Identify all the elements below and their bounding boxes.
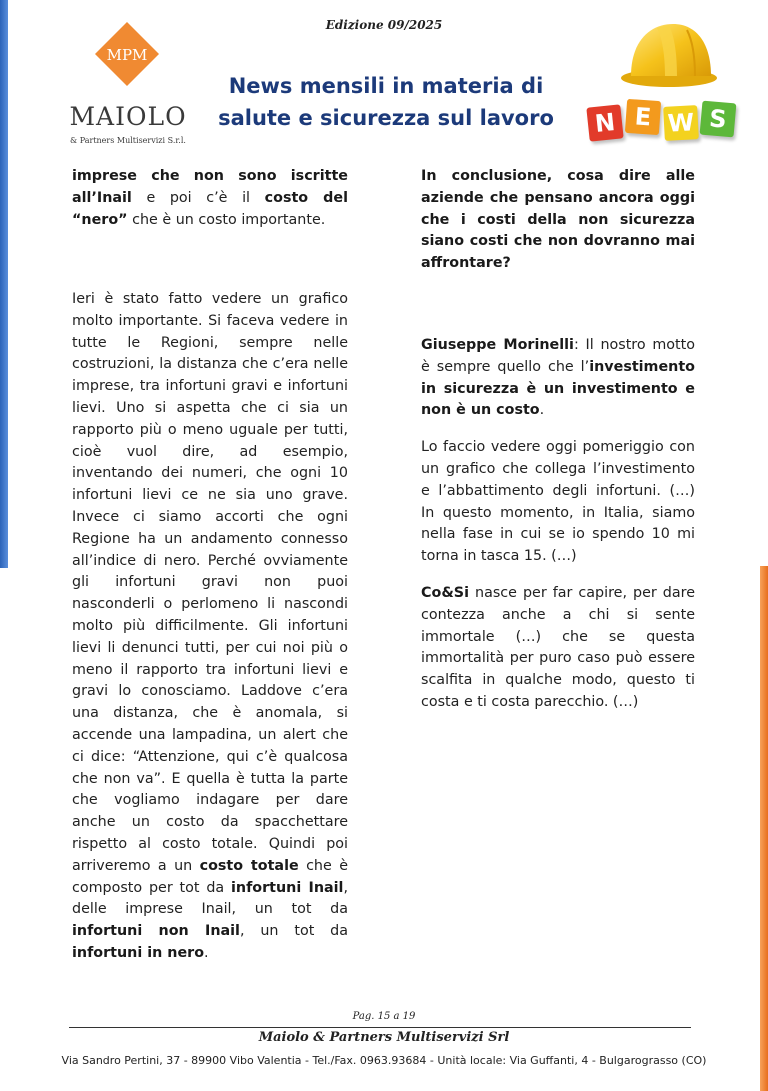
footer-company: Maiolo & Partners Multiservizi Srl <box>258 1030 510 1045</box>
news-tile-n: N <box>586 104 623 141</box>
news-tile-e: E <box>625 99 661 135</box>
news-tile-w: W <box>663 105 699 141</box>
left-paragraph-1: imprese che non sono iscritte all’Inail e poi c’è il costo del “nero” che è un costo importante. <box>72 168 348 228</box>
logo-diamond-icon <box>95 22 159 86</box>
logo-subtitle: & Partners Multiservizi S.r.l. <box>70 136 186 145</box>
company-logo <box>62 22 194 152</box>
logo-brand: MAIOLO <box>69 102 187 131</box>
right-column <box>421 166 695 275</box>
page-title <box>200 70 572 134</box>
footer-address: Via Sandro Pertini, 37 - 89900 Vibo Valentia - Tel./Fax. 0963.93684 - Unità locale: Via Guffanti, 4 - Bulgarograsso (CO) <box>61 1054 707 1067</box>
left-decorative-bar <box>0 0 8 568</box>
title-line-2: salute e sicurezza sul lavoro <box>218 106 554 130</box>
left-paragraph-2: Ieri è stato fatto vedere un grafico molto importante. Si faceva vedere in tutte le Regioni, sempre nelle costruzioni, la distanza che c’era nelle imprese, tra infortuni gravi e infortuni lievi. Uno si aspetta che ci sia un rapporto più o meno uguale per tutti, cioè vuol dire, ad esempio, inventando dei numeri, che ogni 10 infortuni lievi ce ne sia uno grave. Invece ci siamo accorti che ogni Regione ha un andamento connesso all’indice di nero. Perché ovviamente gli infortuni gravi non puoi nasconderli o perlomeno li nascondi molto più difficilmente. Gli infortuni lievi li denunci tutti, per cui noi più o meno il rapporto tra infortuni lievi e gravi lo conosciamo. Laddove c’era una distanza, che è anomala, si accende una lampadina, un alert che ci dice: “Attenzione, qui c’è qualcosa che non va”. E quella è tutta la parte che vogliamo indagare per dare anche un costo da spacchettare rispetto al costo totale. Quindi poi arriveremo a un costo totale che è composto per tot da infortuni Inail, delle imprese Inail, un tot da infortuni non Inail, un tot da infortuni in nero. <box>72 291 348 961</box>
left-column-body <box>72 289 348 965</box>
page-number: Pag. 15 a 19 <box>352 1011 416 1022</box>
right-paragraph-1: Giuseppe Morinelli: Il nostro motto è sempre quello che l’investimento in sicurezza è un investimento e non è un costo. <box>421 337 695 419</box>
right-paragraph-2: Lo faccio vedere oggi pomeriggio con un grafico che collega l’investimento e l’abbattimento degli infortuni. (…) In questo momento, in Italia, siamo nella fase in cui se io spendo 10 mi torna in tasca 15. (…) <box>421 439 695 565</box>
right-column-answer <box>421 335 695 714</box>
right-paragraph-3: Co&Si nasce per far capire, per dare contezza anche a chi si sente immortale (…) che se questa immortalità per puro caso può essere scalfita in qualche modo, questo ti costa e ti costa parecchio. (…) <box>421 584 695 710</box>
hard-hat-icon <box>617 18 721 90</box>
title-line-1: News mensili in materia di <box>228 74 544 98</box>
logo-monogram: MPM <box>106 46 148 64</box>
left-column <box>72 166 348 231</box>
edition-label: Edizione 09/2025 <box>325 18 443 32</box>
speaker-name: Giuseppe Morinelli <box>421 337 574 353</box>
closing-question: In conclusione, cosa dire alle aziende che pensano ancora oggi che i costi della non sicurezza siano costi che non dovranno mai affrontare? <box>421 168 695 272</box>
news-tiles <box>588 100 738 140</box>
footer-divider <box>69 1027 691 1028</box>
news-tile-s: S <box>700 101 737 138</box>
